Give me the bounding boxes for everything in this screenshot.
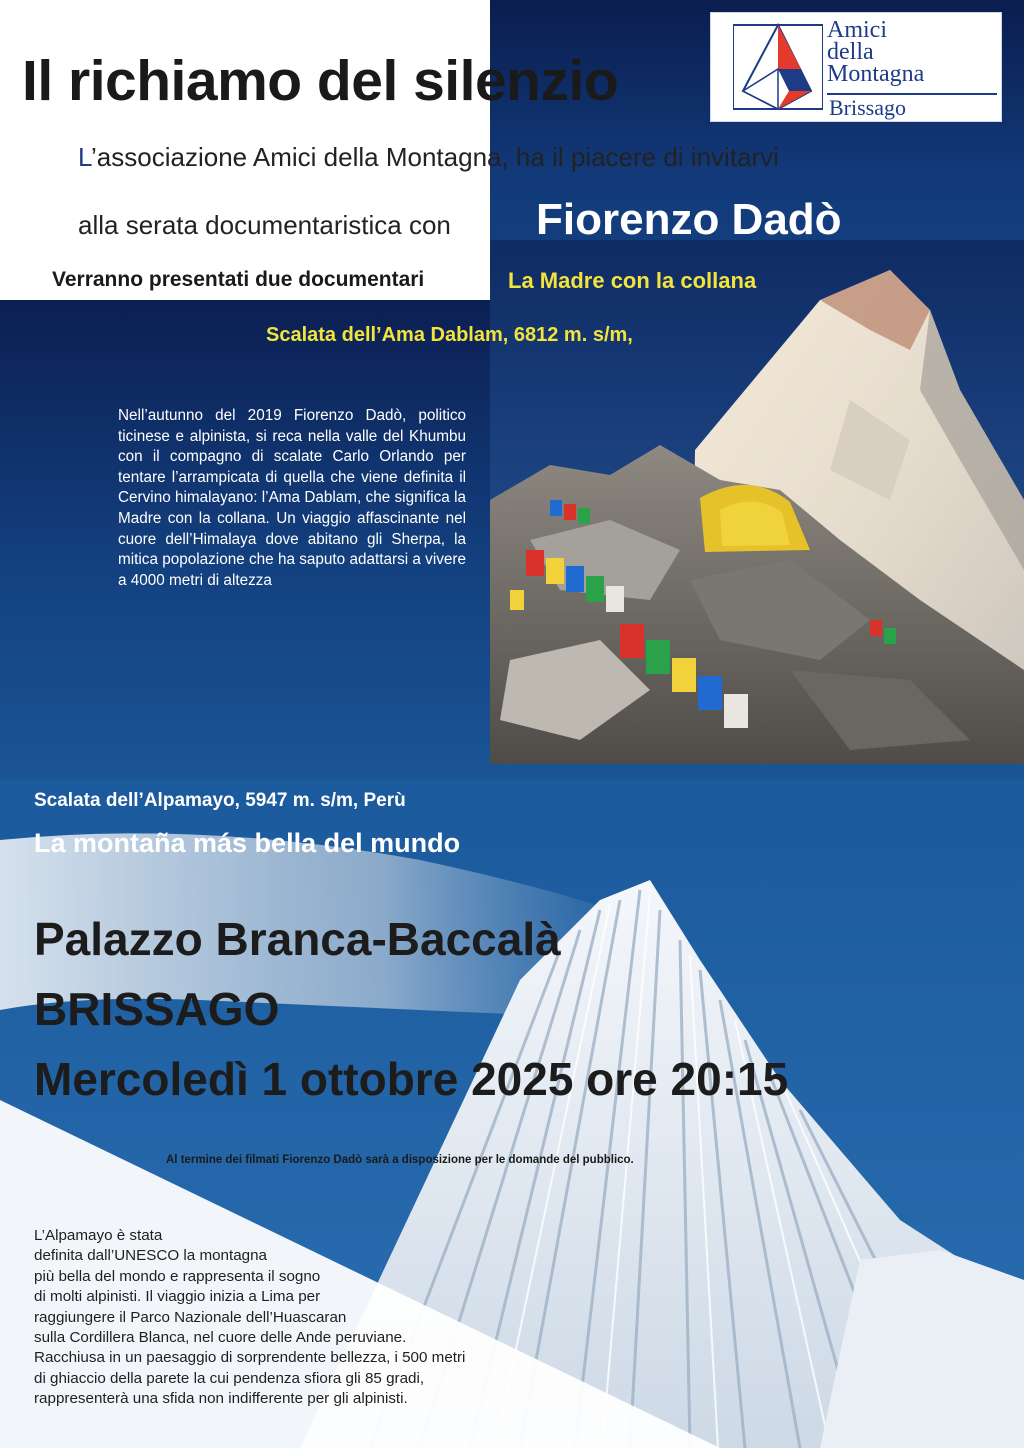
description-line: più bella del mondo e rappresenta il sogno	[34, 1267, 321, 1285]
mountain-logo-icon	[733, 21, 823, 113]
logo-place-name: Brissago	[829, 95, 906, 120]
description-line: rappresenterà una sfida non indifferente per gli alpinisti.	[34, 1390, 408, 1408]
logo-word-montagna: Montagna	[827, 61, 925, 87]
documentary-2-title: La montaña más bella del mundo	[34, 828, 461, 858]
logo-word-amici: Amici	[827, 17, 887, 43]
description-line: definita dall’UNESCO la montagna	[34, 1247, 267, 1265]
documentary-2-subtitle: Scalata dell’Alpamayo, 5947 m. s/m, Perù	[34, 790, 406, 811]
description-line: raggiungere il Parco Nazionale dell’Huascaran	[34, 1308, 347, 1326]
documentary-1-subtitle: Scalata dell’Ama Dablam, 6812 m. s/m,	[266, 324, 633, 346]
event-datetime: Mercoledì 1 ottobre 2025 ore 20:15	[34, 1053, 789, 1105]
speaker-name: Fiorenzo Dadò	[536, 195, 842, 244]
documentary-2-description	[34, 1226, 465, 1410]
amici-della-montagna-logo	[710, 12, 1002, 122]
description-line: di molti alpinisti. Il viaggio inizia a Lima per	[34, 1288, 321, 1306]
presented-label: Verranno presentati due documentari	[52, 268, 425, 291]
logo-word-della: della	[827, 39, 874, 65]
closing-note: Al termine dei filmati Fiorenzo Dadò sarà a disposizione per le domande del pubblico.	[166, 1154, 634, 1166]
description-line: Racchiusa in un paesaggio di sorprendente bellezza, i 500 metri	[34, 1349, 466, 1367]
description-line: sulla Cordillera Blanca, nel cuore delle Ande peruviane.	[34, 1329, 407, 1347]
ama-dablam-photo	[490, 240, 1024, 764]
invitation-initial: L	[78, 142, 92, 172]
invitation-line-2: alla serata documentaristica con	[78, 210, 451, 240]
invitation-line-1	[78, 142, 779, 173]
poster-title: Il richiamo del silenzio	[22, 49, 619, 113]
invitation-line-1-text: ’associazione Amici della Montagna, ha il piacere di invitarvi	[91, 142, 779, 172]
description-line: di ghiaccio della parete la cui pendenza sfiora gli 85 gradi,	[34, 1369, 425, 1387]
documentary-1-description: Nell’autunno del 2019 Fiorenzo Dadò, politico ticinese e alpinista, si reca nella valle del Khumbu con il compagno di scalate Carlo Orlando per tentare l’arrampicata di quella che viene definita il Cervino himalayano: l’Ama Dablam, che significa la Madre con la collana. Un viaggio affascinante nel cuore dell’Himalaya dove abitano gli Sherpa, la mitica popolazione che ha saputo adattarsi a vivere a 4000 metri di altezza	[118, 407, 466, 589]
event-town: BRISSAGO	[34, 983, 280, 1035]
documentary-1-title: La Madre con la collana	[508, 268, 757, 293]
description-line: L’Alpamayo è stata	[34, 1227, 163, 1244]
event-venue: Palazzo Branca-Baccalà	[34, 913, 561, 965]
